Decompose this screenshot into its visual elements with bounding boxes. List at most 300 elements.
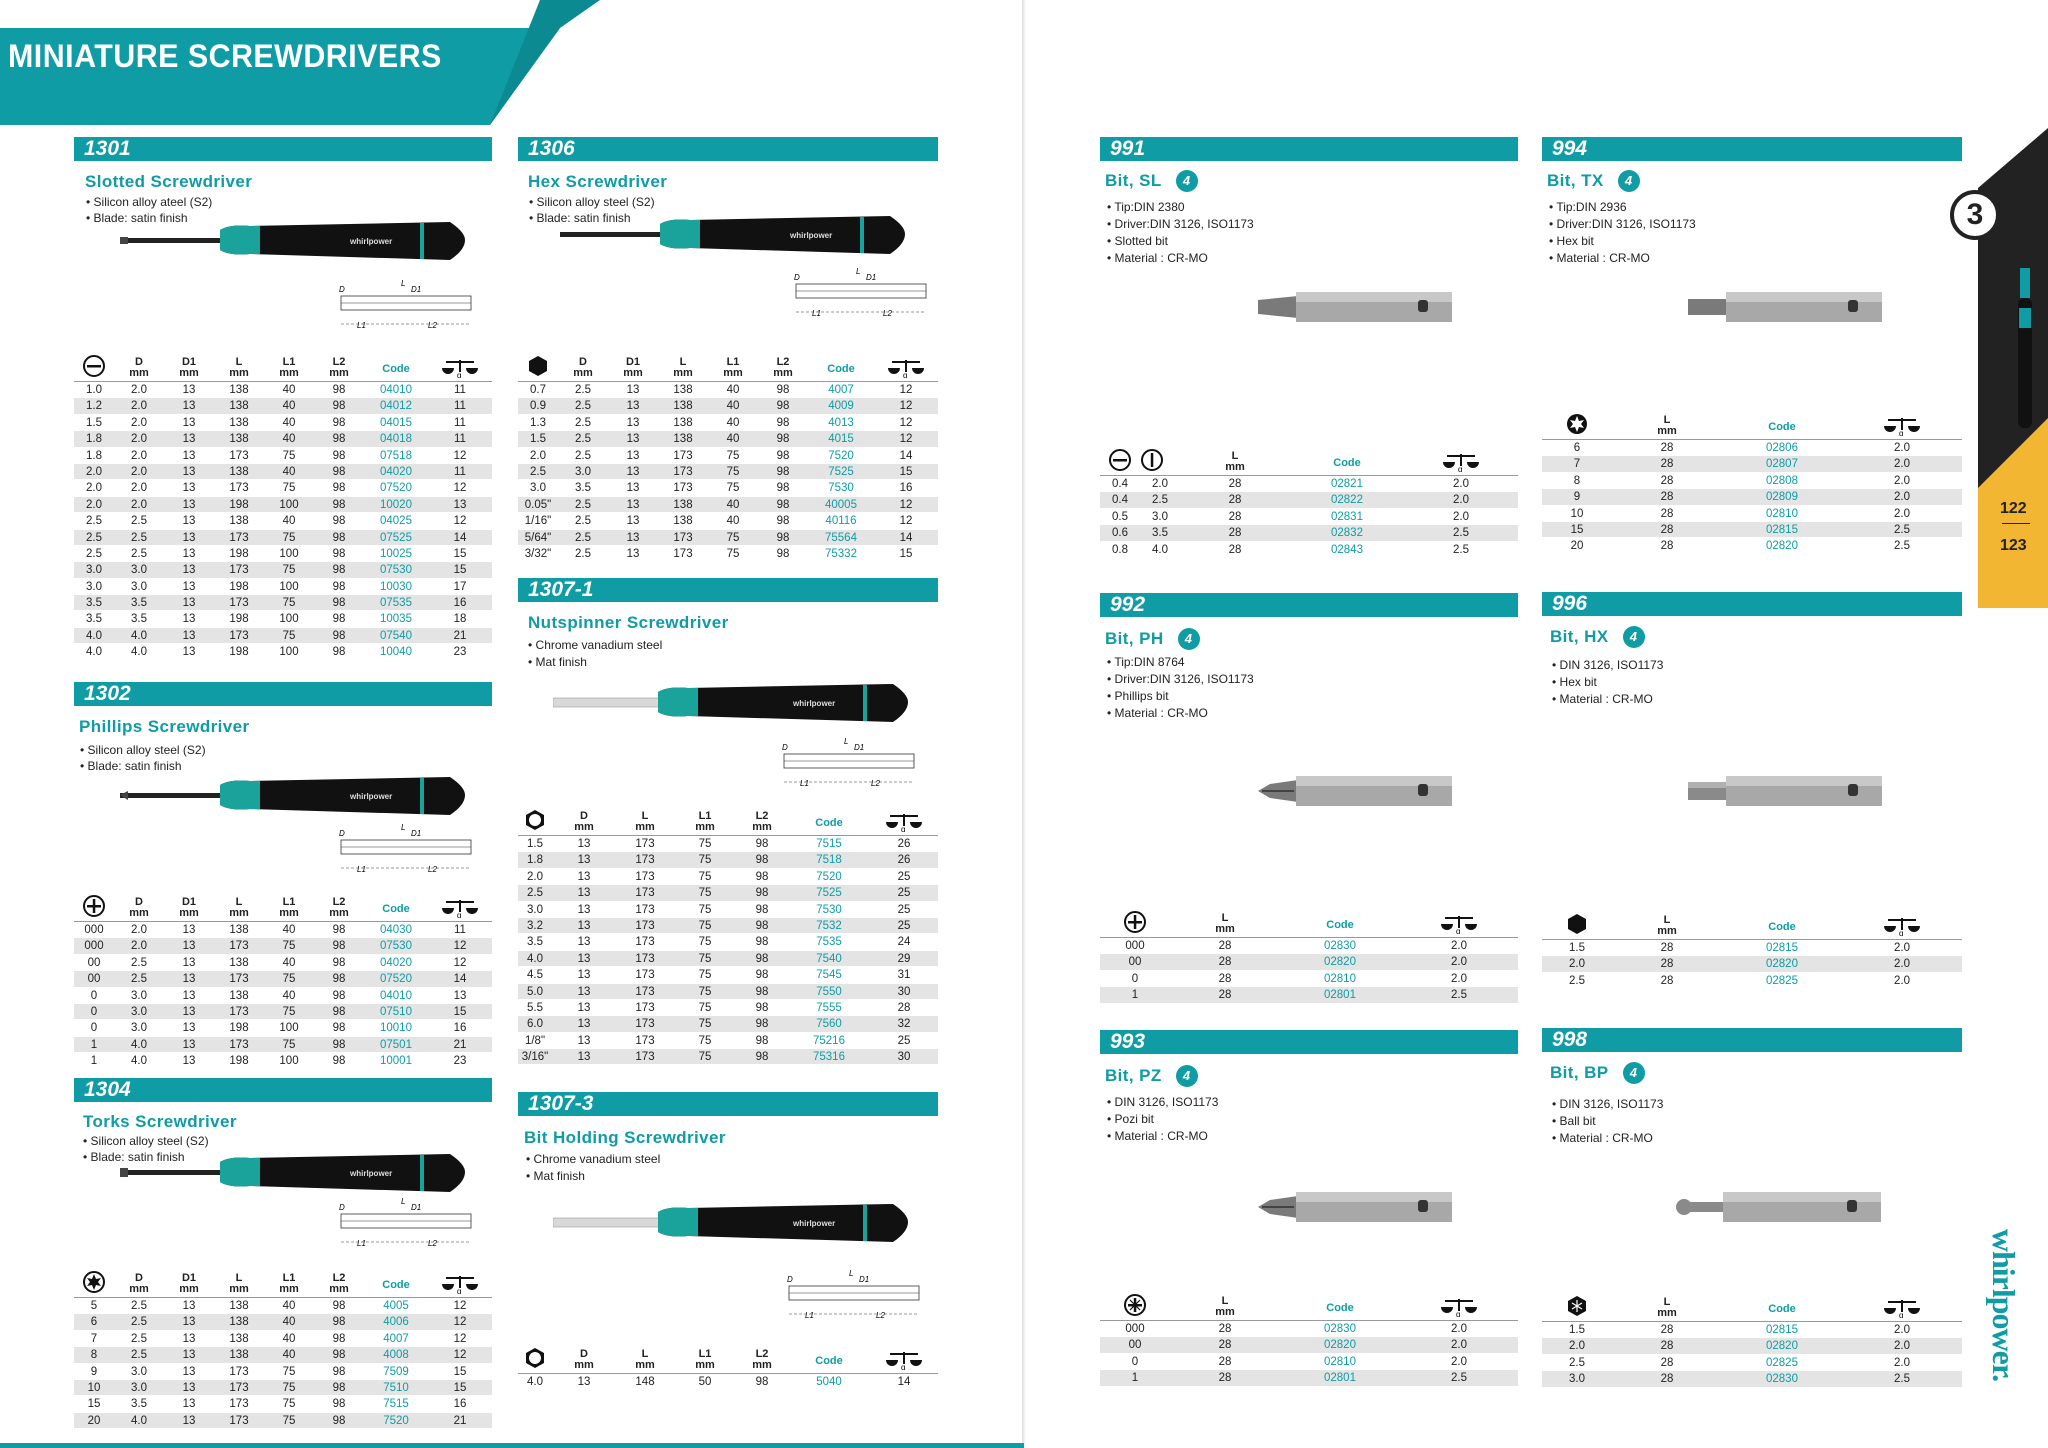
table-row — [1100, 1337, 1518, 1353]
dimension-diagram-1301 — [335, 278, 475, 333]
col-code: Code — [382, 1279, 410, 1291]
table-cell: 4.0 — [527, 952, 543, 965]
table-cell: 98 — [332, 924, 346, 936]
table-cell: 40 — [282, 1349, 296, 1362]
code-cell[interactable]: 02810 — [1324, 1355, 1356, 1368]
table-cell: 98 — [332, 547, 346, 560]
code-cell[interactable]: 02815 — [1766, 942, 1798, 954]
page-number-divider — [2002, 523, 2030, 524]
col-d: D mm — [129, 356, 149, 379]
table-cell: 2.5 — [530, 465, 546, 478]
code-cell[interactable]: 02806 — [1766, 442, 1798, 454]
table-cell: 4.0 — [86, 629, 102, 642]
col-d: D mm — [573, 356, 593, 379]
table-cell: 13 — [182, 1005, 196, 1018]
table-row — [1100, 542, 1518, 558]
svg-text:g: g — [901, 825, 906, 832]
table-cell: 2.0 — [1894, 474, 1910, 487]
col-code: Code — [1326, 919, 1354, 931]
table-row — [518, 448, 938, 464]
feature-item: • Blade: satin finish — [86, 210, 212, 226]
table-cell: 13 — [182, 384, 196, 396]
table-row — [74, 546, 492, 562]
code-cell[interactable]: 04025 — [380, 515, 412, 528]
svg-text:D1: D1 — [854, 743, 865, 752]
code-cell[interactable]: 02810 — [1324, 972, 1356, 985]
table-cell: 00 — [87, 973, 101, 986]
code-cell[interactable]: 7532 — [816, 919, 842, 932]
code-cell[interactable]: 04012 — [380, 400, 412, 413]
table-row — [74, 644, 492, 660]
product-title-1306: Hex Screwdriver — [528, 172, 668, 191]
table-cell: 13 — [577, 854, 591, 867]
table-cell: 13 — [182, 1414, 196, 1427]
code-cell[interactable]: 4006 — [383, 1316, 409, 1329]
product-title-1307-3: Bit Holding Screwdriver — [524, 1128, 726, 1147]
table-cell: 4.0 — [131, 1414, 147, 1427]
table-header — [1100, 1285, 1518, 1321]
section-header-994: 994 — [1542, 137, 1962, 161]
table-cell: 3.5 — [575, 482, 591, 495]
code-cell[interactable]: 02832 — [1331, 527, 1363, 540]
code-cell[interactable]: 02807 — [1766, 458, 1798, 471]
code-cell[interactable]: 02801 — [1324, 989, 1356, 1002]
weight-icon — [1842, 1296, 1962, 1321]
code-cell[interactable]: 04015 — [380, 416, 412, 429]
table-header — [1542, 1286, 1962, 1322]
table-cell: 13 — [577, 936, 591, 949]
code-cell[interactable]: 02822 — [1331, 494, 1363, 507]
table-header — [518, 1338, 938, 1374]
table-cell: 173 — [635, 887, 655, 900]
table-cell: 98 — [776, 531, 790, 544]
table-cell: 98 — [755, 936, 769, 949]
svg-text:L1: L1 — [357, 1239, 366, 1248]
table-cell: 3/32" — [524, 547, 552, 560]
code-cell[interactable]: 7540 — [816, 952, 842, 965]
table-cell: 13 — [182, 449, 196, 462]
section-header-1306: 1306 — [518, 137, 938, 161]
table-cell: 9 — [90, 1365, 98, 1378]
table-cell: 28 — [1218, 989, 1232, 1002]
code-cell[interactable]: 7518 — [816, 854, 842, 867]
col-code: Code — [382, 903, 410, 915]
table-cell: 2.0 — [131, 498, 147, 511]
table-cell: 21 — [453, 1414, 467, 1427]
table-cell: 40 — [726, 400, 740, 413]
table-cell: 11 — [454, 416, 466, 429]
torx-symbol-icon — [74, 1270, 114, 1297]
table-cell: 11 — [454, 924, 466, 936]
table-cell: 000 — [1125, 1323, 1145, 1335]
col-l: L mm — [635, 1348, 655, 1371]
table-cell: 0.6 — [1112, 527, 1128, 540]
table-cell: 0.05" — [524, 498, 552, 511]
table-cell: 98 — [332, 940, 346, 953]
code-cell[interactable]: 02810 — [1766, 507, 1798, 520]
code-cell[interactable]: 10040 — [380, 646, 412, 659]
table-cell: 28 — [1660, 1324, 1674, 1336]
table-cell: 2.0 — [131, 924, 147, 936]
code-cell[interactable]: 7520 — [383, 1414, 409, 1427]
table-cell: 32 — [897, 1018, 911, 1031]
features-1307-1 — [528, 637, 662, 671]
code-cell[interactable]: 75332 — [825, 547, 857, 560]
product-title-1307-1: Nutspinner Screwdriver — [528, 613, 729, 632]
feature-item: • Material : CR-MO — [1552, 1130, 1663, 1147]
table-cell: 75 — [698, 952, 712, 965]
table-header — [518, 800, 938, 836]
table-cell: 25 — [897, 870, 911, 883]
code-cell[interactable]: 02815 — [1766, 523, 1798, 536]
qty-badge: 4 — [1176, 1065, 1198, 1087]
code-cell[interactable]: 7535 — [816, 936, 842, 949]
code-cell[interactable]: 7560 — [816, 1018, 842, 1031]
table-cell: 12 — [453, 940, 467, 953]
table-body — [1100, 1321, 1518, 1387]
table-row — [1542, 1338, 1962, 1354]
code-cell[interactable]: 10035 — [380, 613, 412, 626]
table-row — [74, 530, 492, 546]
table-body — [1542, 1322, 1962, 1388]
product-title-993 — [1105, 1065, 1198, 1087]
code-cell[interactable]: 02809 — [1766, 491, 1798, 504]
col-l2: L2 mm — [329, 1272, 349, 1295]
feature-item: • Tip:DIN 2380 — [1107, 199, 1254, 216]
table-cell: 138 — [229, 924, 249, 936]
table-row — [74, 382, 492, 398]
table-cell: 98 — [332, 449, 346, 462]
table-row — [74, 464, 492, 480]
table-cell: 75 — [282, 1365, 296, 1378]
code-cell[interactable]: 04010 — [380, 989, 412, 1002]
col-l2: L2 mm — [329, 356, 349, 379]
code-cell[interactable]: 04020 — [380, 956, 412, 969]
hex-symbol-icon — [1542, 912, 1612, 939]
table-row — [518, 415, 938, 431]
table-cell: 2.0 — [1569, 1340, 1585, 1353]
table-cell: 173 — [229, 1038, 249, 1051]
code-cell[interactable]: 7530 — [816, 903, 842, 916]
table-row — [74, 1004, 492, 1020]
table-cell: 98 — [776, 384, 790, 396]
table-cell: 12 — [899, 433, 913, 446]
col-l1: L1 mm — [695, 810, 715, 833]
page-number-left: 122 — [2000, 500, 2027, 517]
table-cell: 173 — [635, 838, 655, 850]
table-cell: 13 — [577, 1034, 591, 1047]
col-l: L mm — [229, 1272, 249, 1295]
code-cell[interactable]: 04020 — [380, 465, 412, 478]
feature-item: • Chrome vanadium steel — [526, 1151, 660, 1168]
svg-text:whirlpower: whirlpower — [790, 231, 833, 240]
code-cell[interactable]: 10010 — [380, 1022, 412, 1035]
table-cell: 15 — [899, 465, 913, 478]
table-cell: 28 — [1228, 510, 1242, 523]
svg-text:g: g — [1456, 927, 1461, 934]
code-cell[interactable]: 10025 — [380, 547, 412, 560]
bit-pz-image — [1258, 1190, 1453, 1224]
code-cell[interactable]: 02815 — [1766, 1324, 1798, 1336]
code-cell[interactable]: 04010 — [380, 384, 412, 396]
section-header-991: 991 — [1100, 137, 1518, 161]
section-header-1302: 1302 — [74, 682, 492, 706]
code-cell[interactable]: 04018 — [380, 433, 412, 446]
table-cell: 98 — [776, 465, 790, 478]
code-cell[interactable]: 7525 — [816, 887, 842, 900]
socket-symbol-icon — [518, 1346, 552, 1373]
section-header-1307-3: 1307-3 — [518, 1092, 938, 1116]
table-row — [1100, 476, 1518, 492]
table-cell: 40 — [282, 1300, 296, 1312]
code-cell[interactable]: 10001 — [380, 1055, 412, 1068]
table-cell: 0 — [1131, 972, 1139, 985]
table-cell: 4.0 — [527, 1376, 543, 1388]
table-cell: 75 — [282, 1398, 296, 1411]
feature-item: • DIN 3126, ISO1173 — [1107, 1094, 1218, 1111]
table-cell: 13 — [626, 433, 640, 446]
code-cell[interactable]: 4009 — [828, 400, 854, 413]
table-cell: 13 — [626, 515, 640, 528]
code-cell[interactable]: 02820 — [1324, 1339, 1356, 1352]
table-cell: 2.5 — [131, 1300, 147, 1312]
table-cell: 13 — [626, 384, 640, 396]
table-cell: 173 — [229, 1414, 249, 1427]
table-cell: 3.5 — [86, 613, 102, 626]
code-cell[interactable]: 02825 — [1766, 974, 1798, 987]
table-row — [518, 382, 938, 398]
code-cell[interactable]: 07530 — [380, 940, 412, 953]
table-row — [74, 1298, 492, 1314]
table-cell: 4.0 — [131, 629, 147, 642]
code-cell[interactable]: 10030 — [380, 580, 412, 593]
code-cell[interactable]: 02820 — [1766, 958, 1798, 971]
table-cell: 2.0 — [1453, 510, 1469, 523]
table-cell: 12 — [899, 515, 913, 528]
code-cell[interactable]: 7530 — [828, 482, 854, 495]
col-l: L mm — [1657, 1296, 1677, 1319]
code-cell[interactable]: 07518 — [380, 449, 412, 462]
table-cell: 138 — [673, 416, 693, 429]
table-cell: 198 — [229, 547, 249, 560]
table-cell: 2.0 — [131, 482, 147, 495]
code-cell[interactable]: 7509 — [383, 1365, 409, 1378]
table-cell: 13 — [577, 903, 591, 916]
table-cell: 75 — [282, 449, 296, 462]
table-cell: 98 — [755, 919, 769, 932]
table-cell: 7 — [1573, 458, 1581, 471]
table-cell: 98 — [332, 973, 346, 986]
svg-text:whirlpower: whirlpower — [350, 792, 393, 801]
code-cell[interactable]: 75564 — [825, 531, 857, 544]
code-cell[interactable]: 07520 — [380, 482, 412, 495]
code-cell[interactable]: 02820 — [1766, 1340, 1798, 1353]
table-row — [1542, 940, 1962, 956]
table-cell: 75 — [698, 838, 712, 850]
table-cell: 2.5 — [575, 400, 591, 413]
table-cell: 28 — [1660, 1356, 1674, 1369]
code-cell[interactable]: 02820 — [1766, 540, 1798, 553]
svg-text:L: L — [401, 1197, 406, 1206]
code-cell[interactable]: 4007 — [383, 1332, 409, 1345]
svg-text:L2: L2 — [883, 309, 892, 318]
code-cell[interactable]: 4008 — [383, 1349, 409, 1362]
table-cell: 2.5 — [1451, 989, 1467, 1002]
code-cell[interactable]: 7515 — [383, 1398, 409, 1411]
table-row — [74, 1380, 492, 1396]
table-cell: 14 — [897, 1376, 911, 1388]
table-cell: 173 — [673, 531, 693, 544]
table-cell: 100 — [279, 580, 299, 593]
table-cell: 198 — [229, 1055, 249, 1068]
code-cell[interactable]: 75316 — [813, 1051, 845, 1064]
table-row — [1100, 1354, 1518, 1370]
table-cell: 75 — [282, 564, 296, 577]
table-cell: 13 — [182, 1349, 196, 1362]
table-cell: 40 — [726, 384, 740, 396]
feature-item: • Tip:DIN 2936 — [1549, 199, 1696, 216]
code-cell[interactable]: 7525 — [828, 465, 854, 478]
table-998 — [1542, 1286, 1962, 1388]
svg-text:L: L — [844, 737, 849, 746]
section-header-1307-1: 1307-1 — [518, 578, 938, 602]
code-cell[interactable]: 02830 — [1324, 940, 1356, 952]
table-row — [518, 1374, 938, 1390]
table-cell: 98 — [332, 580, 346, 593]
bit-sl-image — [1258, 290, 1453, 324]
weight-icon — [874, 356, 938, 381]
table-cell: 28 — [1660, 458, 1674, 471]
feature-item: • Ball bit — [1552, 1113, 1663, 1130]
code-cell[interactable]: 07535 — [380, 597, 412, 610]
code-cell[interactable]: 7550 — [816, 985, 842, 998]
code-cell[interactable]: 7520 — [816, 870, 842, 883]
col-d: D mm — [129, 896, 149, 919]
code-cell[interactable]: 75216 — [813, 1034, 845, 1047]
code-cell[interactable]: 4015 — [828, 433, 854, 446]
qty-badge: 4 — [1178, 628, 1200, 650]
table-cell: 28 — [1660, 958, 1674, 971]
table-991 — [1100, 440, 1518, 558]
code-cell[interactable]: 7510 — [383, 1381, 409, 1394]
table-row — [1542, 522, 1962, 538]
table-cell: 12 — [453, 449, 467, 462]
feature-item: • Tip:DIN 8764 — [1107, 654, 1254, 671]
table-cell: 13 — [182, 515, 196, 528]
code-cell[interactable]: 07510 — [380, 1005, 412, 1018]
svg-text:whirlpower: whirlpower — [793, 699, 836, 708]
table-cell: 100 — [279, 1055, 299, 1068]
section-header-1304: 1304 — [74, 1078, 492, 1102]
table-row — [518, 464, 938, 480]
code-cell[interactable]: 02821 — [1331, 478, 1363, 490]
table-row — [518, 836, 938, 852]
code-cell[interactable]: 02843 — [1331, 543, 1363, 556]
col-l: L mm — [1225, 450, 1245, 473]
code-cell[interactable]: 04030 — [380, 924, 412, 936]
table-row — [74, 938, 492, 954]
feature-item: • Silicon alloy steel (S2) — [529, 194, 655, 210]
table-cell: 3.0 — [86, 564, 102, 577]
col-l: L mm — [635, 810, 655, 833]
page-fold — [1022, 0, 1026, 1448]
code-cell[interactable]: 40116 — [825, 515, 857, 528]
table-cell: 13 — [182, 1365, 196, 1378]
code-cell[interactable]: 02830 — [1766, 1373, 1798, 1386]
screwdriver-image — [560, 212, 910, 262]
table-cell: 2.5 — [1453, 527, 1469, 540]
code-cell[interactable]: 5040 — [816, 1376, 842, 1388]
code-cell[interactable]: 02801 — [1324, 1372, 1356, 1385]
table-cell: 138 — [229, 1332, 249, 1345]
code-cell[interactable]: 02831 — [1331, 510, 1363, 523]
col-l1: L1 mm — [695, 1348, 715, 1371]
svg-text:L2: L2 — [876, 1311, 885, 1320]
feature-item: • Driver:DIN 3126, ISO1173 — [1107, 216, 1254, 233]
table-cell: 173 — [673, 449, 693, 462]
table-row — [74, 922, 492, 938]
table-cell: 173 — [229, 629, 249, 642]
table-cell: 000 — [84, 924, 104, 936]
table-cell: 7 — [90, 1332, 98, 1345]
table-cell: 2.5 — [1894, 523, 1910, 536]
code-cell[interactable]: 4013 — [828, 416, 854, 429]
table-cell: 138 — [673, 498, 693, 511]
code-cell[interactable]: 7520 — [828, 449, 854, 462]
table-cell: 25 — [897, 1034, 911, 1047]
svg-text:D: D — [787, 1275, 793, 1284]
table-cell: 98 — [332, 1414, 346, 1427]
code-cell[interactable]: 02825 — [1766, 1356, 1798, 1369]
table-cell: 13 — [182, 416, 196, 429]
code-cell[interactable]: 10020 — [380, 498, 412, 511]
code-cell[interactable]: 02830 — [1324, 1323, 1356, 1335]
code-cell[interactable]: 07520 — [380, 973, 412, 986]
code-cell[interactable]: 07540 — [380, 629, 412, 642]
code-cell[interactable]: 7555 — [816, 1001, 842, 1014]
code-cell[interactable]: 4005 — [383, 1300, 409, 1312]
table-cell: 138 — [229, 384, 249, 396]
code-cell[interactable]: 02808 — [1766, 474, 1798, 487]
code-cell[interactable]: 07525 — [380, 531, 412, 544]
table-cell: 0 — [90, 1005, 98, 1018]
code-cell[interactable]: 40005 — [825, 498, 857, 511]
table-cell: 75 — [698, 969, 712, 982]
table-cell: 15 — [453, 1005, 467, 1018]
table-cell: 28 — [1228, 494, 1242, 507]
ball-hex-symbol-icon — [1542, 1294, 1612, 1321]
table-cell: 98 — [755, 1051, 769, 1064]
brand-logo — [1972, 1215, 2032, 1405]
code-cell[interactable]: 07501 — [380, 1038, 412, 1051]
code-cell[interactable]: 4007 — [828, 384, 854, 396]
qty-badge: 4 — [1623, 626, 1645, 648]
code-cell[interactable]: 7545 — [816, 969, 842, 982]
feature-item: • Silicon alloy steel (S2) — [80, 742, 206, 758]
code-cell[interactable]: 7515 — [816, 838, 842, 850]
table-cell: 173 — [229, 1398, 249, 1411]
table-cell: 2.0 — [131, 400, 147, 413]
table-cell: 000 — [84, 940, 104, 953]
table-header — [74, 346, 492, 382]
table-cell: 138 — [229, 465, 249, 478]
table-row — [518, 546, 938, 562]
weight-icon — [1400, 912, 1518, 937]
code-cell[interactable]: 02820 — [1324, 956, 1356, 969]
bit-hx-image — [1688, 774, 1883, 808]
table-cell: 0.5 — [1112, 510, 1128, 523]
code-cell[interactable]: 07530 — [380, 564, 412, 577]
